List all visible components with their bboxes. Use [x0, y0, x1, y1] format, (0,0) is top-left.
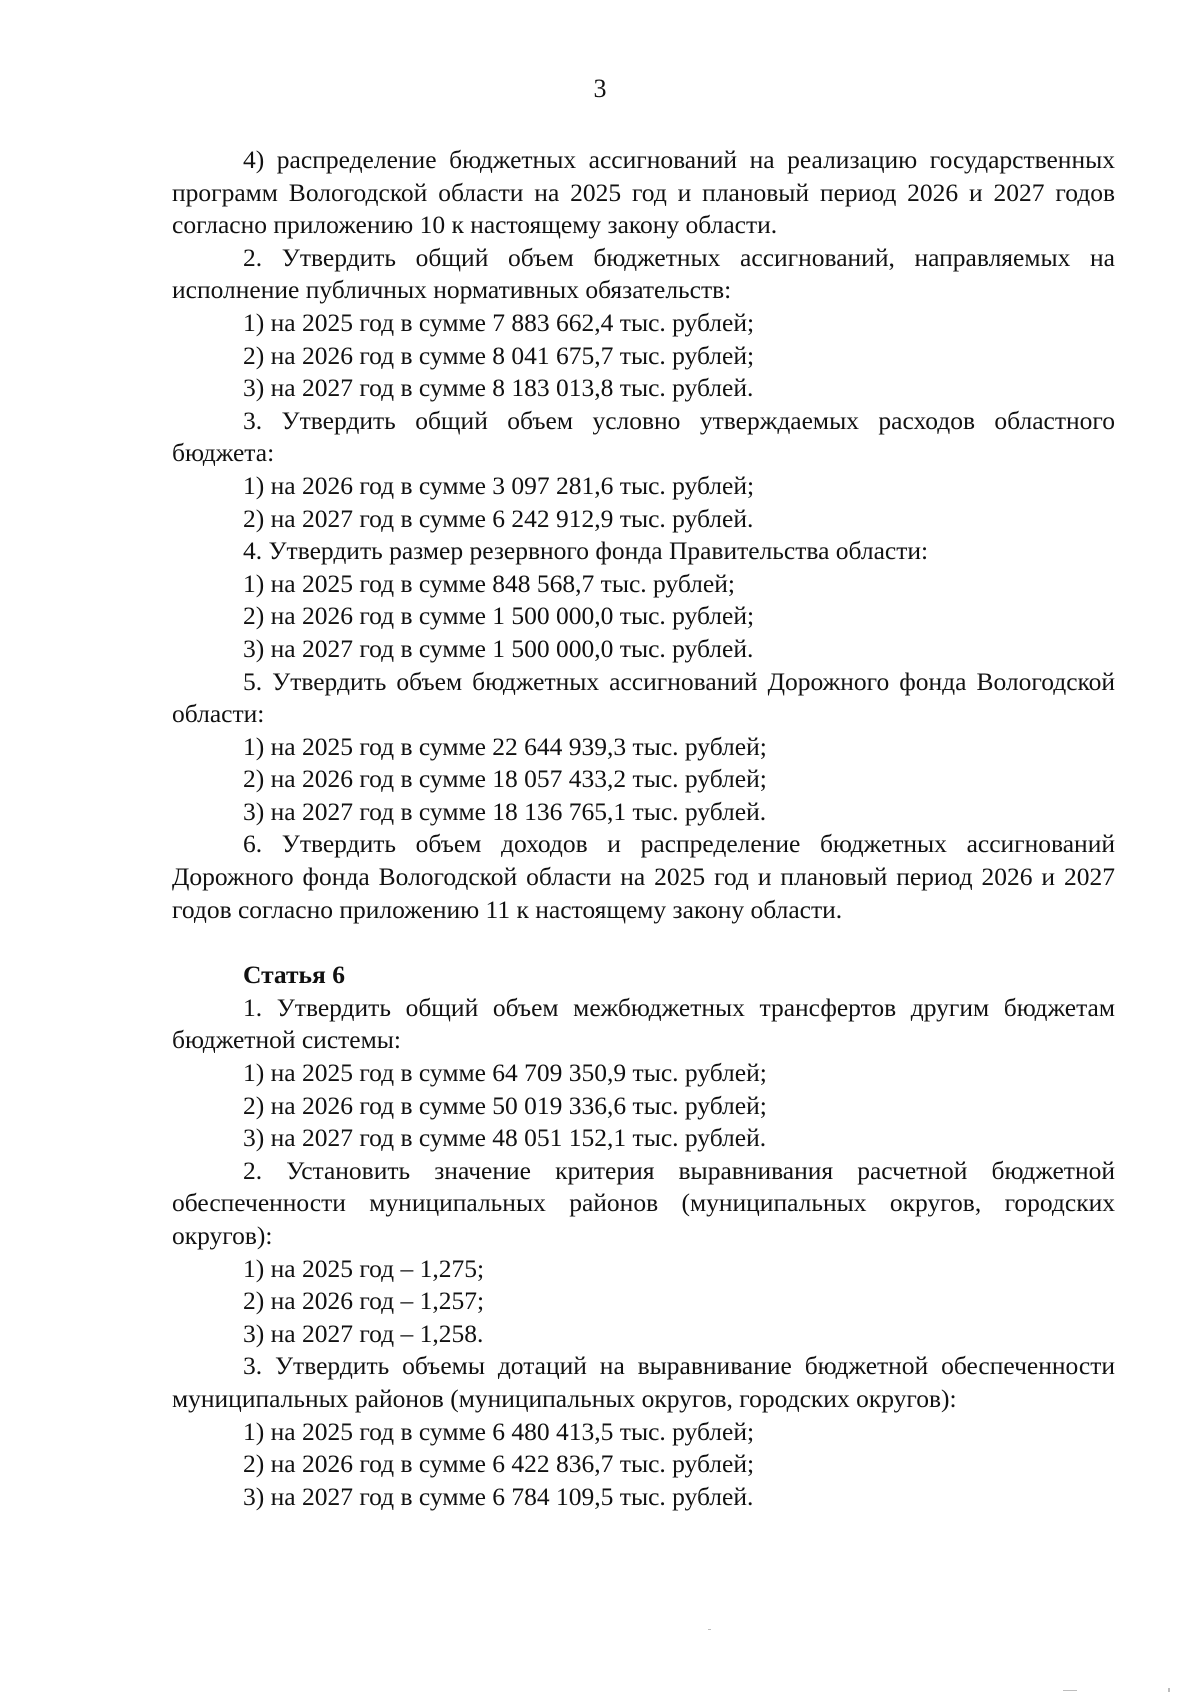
list-item: 2) на 2026 год в сумме 8 041 675,7 тыс. рублей;: [243, 340, 755, 370]
list-item: 3) на 2027 год в сумме 8 183 013,8 тыс. рублей.: [243, 373, 754, 403]
list-item: 1) на 2025 год в сумме 22 644 939,3 тыс. рублей;: [243, 731, 767, 761]
scan-speck: [708, 1629, 711, 1630]
paragraph-4-reserve-fund: 4. Утвердить размер резервного фонда Правительства области:: [243, 536, 929, 566]
list-item: 2) на 2026 год в сумме 18 057 433,2 тыс. рублей;: [243, 764, 767, 794]
article-paragraph-1-transfers: 1. Утвердить общий объем межбюджетных трансфертов другим бюджетам бюджетной системы:: [172, 992, 1115, 1055]
list-item: 3) на 2027 год – 1,258.: [243, 1318, 484, 1348]
article-heading: Статья 6: [243, 960, 345, 990]
list-item: 2) на 2026 год – 1,257;: [243, 1286, 485, 1316]
list-item: 2) на 2026 год в сумме 50 019 336,6 тыс. рублей;: [243, 1090, 767, 1120]
list-item: 1) на 2025 год – 1,275;: [243, 1253, 485, 1283]
list-item: 1) на 2025 год в сумме 6 480 413,5 тыс. рублей;: [243, 1416, 755, 1446]
paragraph-3-conditional-expenses: 3. Утвердить общий объем условно утверждаемых расходов областного бюджета:: [172, 405, 1115, 468]
list-item: 2) на 2026 год в сумме 1 500 000,0 тыс. рублей;: [243, 601, 755, 631]
list-item: 3) на 2027 год в сумме 1 500 000,0 тыс. рублей.: [243, 633, 754, 663]
list-item: 2) на 2026 год в сумме 6 422 836,7 тыс. рублей;: [243, 1449, 755, 1479]
paragraph-2-public-obligations: 2. Утвердить общий объем бюджетных ассигнований, направляемых на исполнение публичных нормативных обязательств:: [172, 242, 1115, 305]
paragraph-4-programs: 4) распределение бюджетных ассигнований на реализацию государственных программ Вологодской области на 2025 год и плановый период 2026 и 2027 годов согласно приложению 10 к настоящему закону области.: [172, 145, 1115, 240]
document-body: [172, 144, 1115, 1513]
list-item: 3) на 2027 год в сумме 6 784 109,5 тыс. рублей.: [243, 1481, 754, 1511]
article-paragraph-3-subsidies: 3. Утвердить объемы дотаций на выравнивание бюджетной обеспеченности муниципальных районов (муниципальных округов, городских округов):: [172, 1351, 1115, 1413]
scan-speck: [1168, 1688, 1170, 1692]
section-spacer: [172, 926, 1115, 959]
list-item: 1) на 2026 год в сумме 3 097 281,6 тыс. рублей;: [243, 470, 755, 500]
article-paragraph-2-criterion: 2. Установить значение критерия выравнивания расчетной бюджетной обеспеченности муниципальных районов (муниципальных округов, городских округов):: [172, 1155, 1115, 1250]
list-item: 1) на 2025 год в сумме 848 568,7 тыс. рублей;: [243, 568, 735, 598]
list-item: 1) на 2025 год в сумме 64 709 350,9 тыс. рублей;: [243, 1058, 767, 1088]
list-item: 3) на 2027 год в сумме 18 136 765,1 тыс. рублей.: [243, 796, 767, 826]
page-number: 3: [593, 74, 607, 103]
paragraph-6-road-fund-income: 6. Утвердить объем доходов и распределение бюджетных ассигнований Дорожного фонда Вологодской области на 2025 год и плановый период 2026 и 2027 годов согласно приложению 11 к настоящему закону области.: [172, 829, 1115, 924]
list-item: 3) на 2027 год в сумме 48 051 152,1 тыс. рублей.: [243, 1123, 767, 1153]
list-item: 1) на 2025 год в сумме 7 883 662,4 тыс. рублей;: [243, 307, 755, 337]
list-item: 2) на 2027 год в сумме 6 242 912,9 тыс. рублей.: [243, 503, 754, 533]
paragraph-5-road-fund: 5. Утвердить объем бюджетных ассигнований Дорожного фонда Вологодской области:: [172, 666, 1115, 729]
scan-speck: [1063, 1690, 1077, 1691]
